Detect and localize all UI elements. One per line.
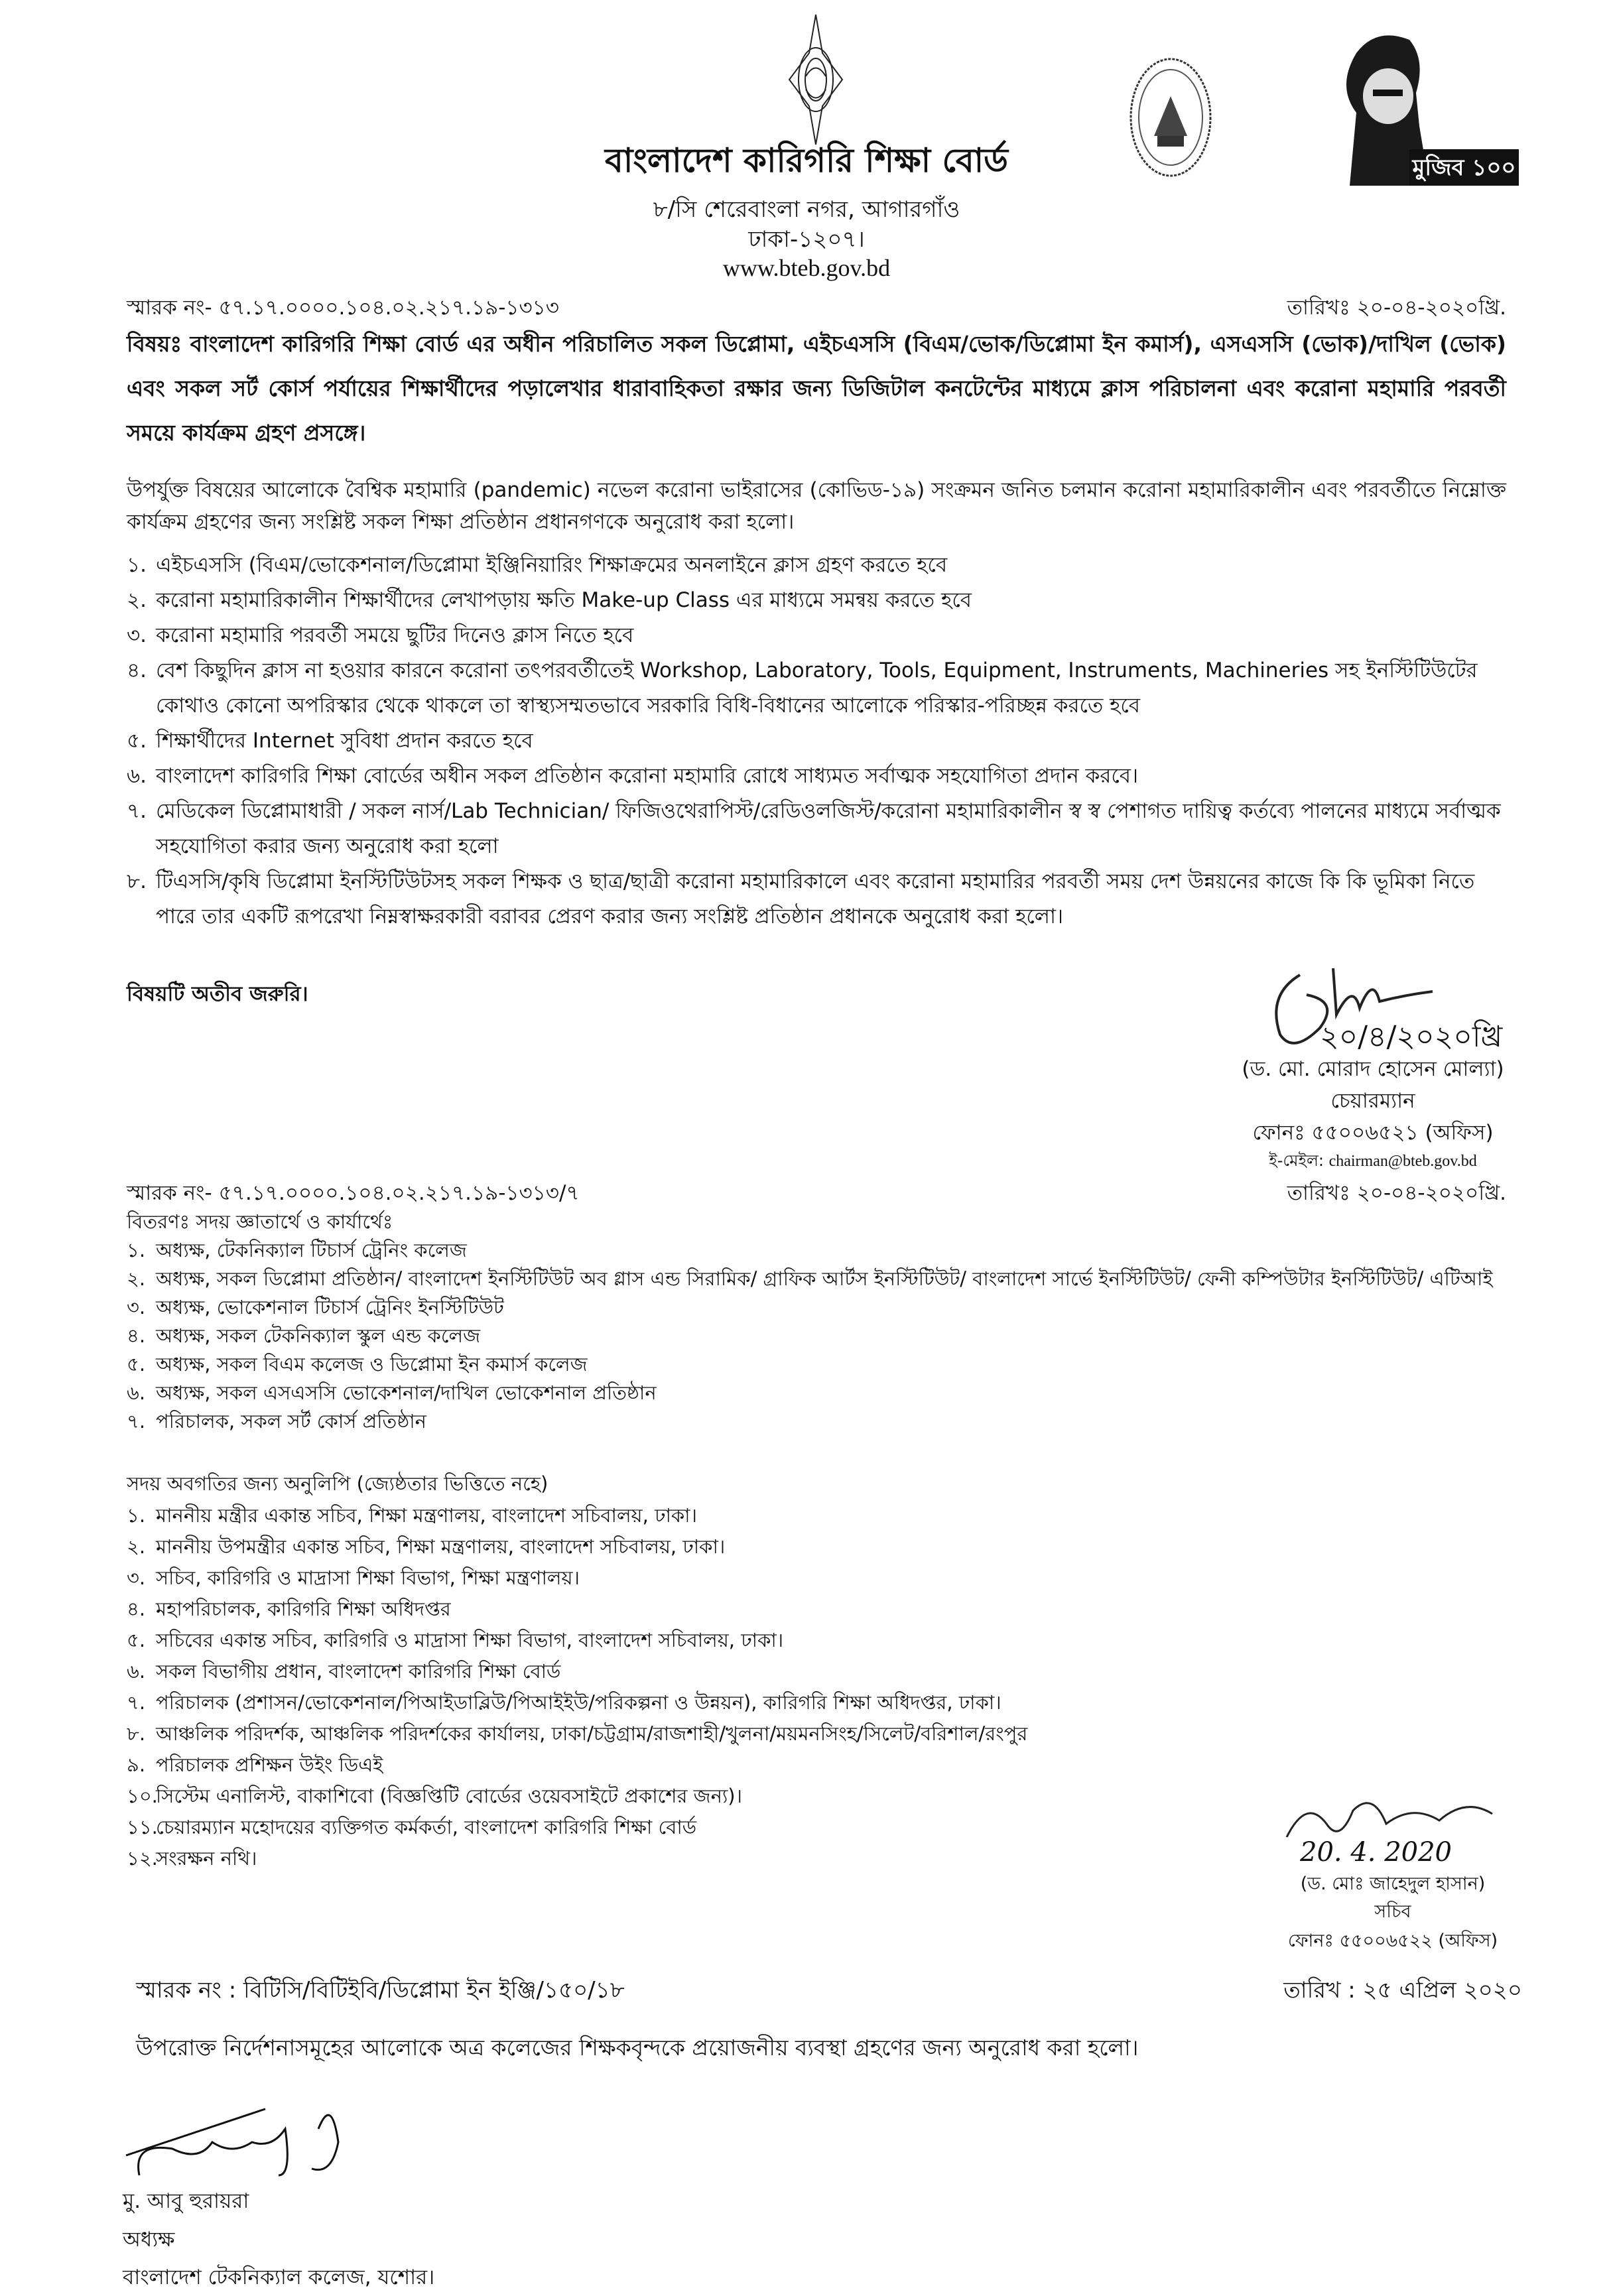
chairman-phone: ফোনঃ ৫৫০০৬৫২১ (অফিস): [1252, 1121, 1494, 1145]
item-number: ৭.: [127, 1410, 146, 1433]
list-item: [127, 1687, 1513, 1718]
org-name: বাংলাদেশ কারিগরি শিক্ষা বোর্ড: [605, 141, 1008, 180]
memo3-ref: স্মারক নং : বিটিসি/বিটিইবি/ডিপ্লোমা ইন ইঞ্জি/১৫০/১৮: [136, 1977, 625, 2004]
chairman-signature-date: ২০/৪/২০২০খ্রি: [1320, 1020, 1503, 1054]
item-text: চেয়ারম্যান মহোদয়ের ব্যক্তিগত কর্মকর্তা, বাংলাদেশ কারিগরি শিক্ষা বোর্ড: [156, 1816, 697, 1838]
item-text: এইচএসসি (বিএম/ভোকেশনাল/ডিপ্লোমা ইঞ্জিনিয়ারিং শিক্ষাক্রমের অনলাইনে ক্লাস গ্রহণ করতে হবে: [156, 553, 948, 577]
list-item: [127, 1500, 1513, 1531]
list-item: [127, 1656, 1513, 1687]
item-text: সচিব, কারিগরি ও মাদ্রাসা শিক্ষা বিভাগ, শিক্ষা মন্ত্রণালয়।: [156, 1566, 580, 1589]
list-item: [127, 1379, 1513, 1407]
chairman-email[interactable]: chairman@bteb.gov.bd: [1328, 1153, 1477, 1170]
list-item: [127, 1350, 1513, 1379]
item-number: ৯.: [127, 1754, 146, 1776]
list-item: [127, 759, 1513, 794]
item-number: ৬.: [127, 1660, 146, 1683]
memo1-intro: উপর্যুক্ত বিষয়ের আলোকে বৈশ্বিক মহামারি (pandemic) নভেল করোনা ভাইরাসের (কোভিড-১৯) সংক্রমন জনিত চলমান করোনা মহামারিকালীন এবং পরবর্তীতে নিম্নোক্ত কার্যক্রম গ্রহণের জন্য সংশ্লিষ্ট সকল শিক্ষা প্রতিষ্ঠান প্রধানগণকে অনুরোধ করা হলো।: [127, 478, 1506, 534]
list-item: [127, 864, 1513, 934]
address-line-2: ঢাকা-১২০৭।: [748, 226, 865, 253]
memo2-date: তারিখঃ ২০-০৪-২০২০খ্রি.: [1287, 1181, 1506, 1205]
chairman-title: চেয়ারম্যান: [1330, 1089, 1415, 1113]
item-text: মাননীয় উপমন্ত্রীর একান্ত সচিব, শিক্ষা মন্ত্রণালয়, বাংলাদেশ সচিবালয়, ঢাকা।: [156, 1535, 726, 1558]
item-number: ৫.: [127, 729, 147, 753]
memo3-body: উপরোক্ত নির্দেশনাসমূহের আলোকে অত্র কলেজের শিক্ষকবৃন্দকে প্রয়োজনীয় ব্যবস্থা গ্রহণের জন্য অনুরোধ করা হলো।: [136, 2035, 1139, 2061]
item-number: ২.: [127, 1535, 146, 1558]
chairman-name: (ড. মো. মোরাদ হোসেন মোল্যা): [1242, 1057, 1504, 1081]
list-item: [127, 618, 1513, 653]
list-item: [127, 1750, 1513, 1781]
item-text: করোনা মহামারিকালীন শিক্ষার্থীদের লেখাপড়ায় ক্ষতি Make-up Class এর মাধ্যমে সমন্বয় করতে হবে: [156, 588, 972, 612]
list-item: [127, 1236, 1513, 1265]
item-number: ৬.: [127, 1381, 146, 1404]
list-item: [127, 1531, 1513, 1563]
address-line-1: ৮/সি শেরেবাংলা নগর, আগারগাঁও: [653, 196, 960, 223]
secretary-phone: ফোনঃ ৫৫০০৬৫২২ (অফিস): [1287, 1931, 1498, 1951]
item-number: ৫.: [127, 1629, 146, 1651]
item-number: ১২.: [127, 1847, 158, 1870]
list-item: [127, 1322, 1513, 1350]
secretary-title: সচিব: [1374, 1901, 1411, 1922]
item-text: বেশ কিছুদিন ক্লাস না হওয়ার কারনে করোনা তৎপরবর্তীতেই Workshop, Laboratory, Tools, Equipment, Instruments, Machineries সহ ইনস্টিটিউটের কোথাও কোনো অপরিস্কার থেকে থাকলে তা স্বাস্থ্যসম্মতভাবে সরকারি বিধি-বিধানের আলোকে পরিস্কার-পরিচ্ছন্ন করতে হবে: [156, 659, 1478, 718]
list-item: [127, 1293, 1513, 1322]
chairman-email-row: [1214, 1149, 1532, 1173]
urgent-note: বিষয়টি অতীব জরুরি।: [127, 982, 308, 1006]
item-text: পরিচালক, সকল সর্ট কোর্স প্রতিষ্ঠান: [156, 1410, 426, 1433]
principal-name: মু. আবু হুরায়রা: [123, 2189, 249, 2213]
list-item: [127, 1265, 1513, 1293]
item-number: ৪.: [127, 1324, 146, 1347]
item-text: অধ্যক্ষ, সকল বিএম কলেজ ও ডিপ্লোমা ইন কমার্স কলেজ: [156, 1353, 588, 1375]
distribution-heading: বিতরণঃ সদয় জ্ঞাতার্থে ও কার্যার্থেঃ: [127, 1210, 393, 1233]
principal-title: অধ্যক্ষ: [123, 2228, 175, 2252]
item-number: ৭.: [127, 799, 147, 823]
mujib-100-logo-text: মুজিব ১০০: [1412, 155, 1516, 181]
item-number: ৩.: [127, 1566, 146, 1589]
secretary-name: (ড. মোঃ জাহেদুল হাসান): [1300, 1874, 1486, 1894]
memo1-ref: স্মারক নং- ৫৭.১৭.০০০০.১০৪.০২.২১৭.১৯-১৩১৩: [127, 296, 559, 320]
memo3-ref-row: [136, 1973, 1522, 2011]
list-item: [127, 724, 1513, 759]
item-number: ১০.: [127, 1785, 158, 1807]
item-number: ৮.: [127, 869, 147, 893]
list-item: [127, 1718, 1513, 1750]
item-number: ১১.: [127, 1816, 158, 1838]
item-number: ২.: [127, 1267, 146, 1290]
item-number: ১.: [127, 1239, 146, 1261]
item-text: সিস্টেম এনালিস্ট, বাকাশিবো (বিজ্ঞপ্তিটি বোর্ডের ওয়েবসাইটে প্রকাশের জন্য)।: [156, 1785, 742, 1807]
list-item: [127, 794, 1513, 864]
item-text: সকল বিভাগীয় প্রধান, বাংলাদেশ কারিগরি শিক্ষা বোর্ড: [156, 1660, 561, 1683]
item-number: ৫.: [127, 1353, 146, 1375]
list-item: [127, 1625, 1513, 1656]
item-text: বাংলাদেশ কারিগরি শিক্ষা বোর্ডের অধীন সকল প্রতিষ্ঠান করোনা মহামারি রোধে সাধ্যমত সর্বাত্মক সহযোগিতা প্রদান করবে।: [156, 764, 1139, 788]
item-text: অধ্যক্ষ, ভোকেশনাল টিচার্স ট্রেনিং ইনস্টিটিউট: [156, 1296, 504, 1318]
item-text: সচিবের একান্ত সচিব, কারিগরি ও মাদ্রাসা শিক্ষা বিভাগ, বাংলাদেশ সচিবালয়, ঢাকা।: [156, 1629, 784, 1651]
copy-heading: সদয় অবগতির জন্য অনুলিপি (জ্যেষ্ঠতার ভিত্তিতে নহে): [127, 1472, 548, 1495]
memo2-ref: স্মারক নং- ৫৭.১৭.০০০০.১০৪.০২.২১৭.১৯-১৩১৩/৭: [127, 1181, 580, 1205]
item-text: করোনা মহামারি পরবর্তী সময়ে ছুটির দিনেও ক্লাস নিতে হবে: [156, 623, 634, 647]
item-text: পরিচালক (প্রশাসন/ভোকেশনাল/পিআইডাব্লিউ/পিআইইউ/পরিকল্পনা ও উন্নয়ন), কারিগরি শিক্ষা অধিদপ্তর, ঢাকা।: [156, 1691, 1001, 1714]
item-text: অধ্যক্ষ, সকল টেকনিক্যাল স্কুল এন্ড কলেজ: [156, 1324, 481, 1347]
item-text: অধ্যক্ষ, টেকনিক্যাল টিচার্স ট্রেনিং কলেজ: [156, 1239, 467, 1261]
list-item: [127, 1594, 1513, 1625]
principal-org: বাংলাদেশ টেকনিক্যাল কলেজ, যশোর।: [123, 2265, 435, 2289]
memo1-subject: বিষয়ঃ বাংলাদেশ কারিগরি শিক্ষা বোর্ড এর অধীন পরিচালিত সকল ডিপ্লোমা, এইচএসসি (বিএম/ভোক/ডিপ্লোমা ইন কমার্স), এসএসসি (ভোক)/দাখিল (ভোক) এবং সকল সর্ট কোর্স পর্যায়ের শিক্ষার্থীদের পড়ালেখার ধারাবাহিকতা রক্ষার জন্য ডিজিটাল কনটেন্টের মাধ্যমে ক্লাস পরিচালনা এবং করোনা মহামারি পরবর্তী সময়ে কার্যক্রম গ্রহণ প্রসঙ্গে।: [127, 331, 1506, 446]
distribution-list: [127, 1236, 1513, 1436]
item-text: পরিচালক প্রশিক্ষন উইং ডিএই: [156, 1754, 383, 1776]
memo3-date: তারিখ : ২৫ এপ্রিল ২০২০: [1283, 1977, 1522, 2004]
list-item: [127, 583, 1513, 618]
item-number: ২.: [127, 588, 147, 612]
memo1-date: তারিখঃ ২০-০৪-২০২০খ্রি.: [1287, 296, 1506, 320]
item-text: সংরক্ষন নথি।: [156, 1847, 257, 1870]
item-number: ৪.: [127, 1598, 146, 1620]
item-text: মহাপরিচালক, কারিগরি শিক্ষা অধিদপ্তর: [156, 1598, 451, 1620]
item-number: ৩.: [127, 1296, 146, 1318]
item-text: আঞ্চলিক পরিদর্শক, আঞ্চলিক পরিদর্শকের কার্যালয়, ঢাকা/চট্টগ্রাম/রাজশাহী/খুলনা/ময়মনসিংহ/সিলেট/বরিশাল/রংপুর: [156, 1722, 1028, 1745]
item-number: ৭.: [127, 1691, 146, 1714]
list-item: [127, 548, 1513, 583]
item-number: ৬.: [127, 764, 147, 788]
memo1-directive-list: [127, 548, 1513, 934]
list-item: [127, 1407, 1513, 1436]
email-label: ই-মেইল:: [1269, 1151, 1324, 1170]
item-text: মেডিকেল ডিপ্লোমাধারী / সকল নার্স/Lab Technician/ ফিজিওথেরাপিস্ট/রেডিওলজিস্ট/করোনা মহামারিকালীন স্ব স্ব পেশাগত দায়িত্ব কর্তব্যে পালনের মাধ্যমে সর্বাত্মক সহযোগিতা করার জন্য অনুরোধ করা হলো: [156, 799, 1501, 858]
principal-signature: [119, 2102, 411, 2182]
government-emblem-icon: [786, 13, 846, 146]
chairman-block: [1214, 1053, 1532, 1173]
item-text: অধ্যক্ষ, সকল এসএসসি ভোকেশনাল/দাখিল ভোকেশনাল প্রতিষ্ঠান: [156, 1381, 657, 1404]
secretary-block: [1260, 1870, 1525, 1956]
item-number: ১.: [127, 553, 147, 577]
item-number: ৪.: [127, 659, 147, 682]
item-text: শিক্ষার্থীদের Internet সুবিধা প্রদান করতে হবে: [156, 729, 533, 753]
list-item: [127, 653, 1513, 724]
item-number: ৩.: [127, 623, 147, 647]
item-number: ১.: [127, 1504, 146, 1527]
website-link[interactable]: www.bteb.gov.bd: [722, 255, 891, 281]
item-text: মাননীয় মন্ত্রীর একান্ত সচিব, শিক্ষা মন্ত্রণালয়, বাংলাদেশ সচিবালয়, ঢাকা।: [156, 1504, 697, 1527]
secretary-signature-date: 20. 4. 2020: [1300, 1837, 1452, 1868]
list-item: [127, 1563, 1513, 1594]
item-number: ৮.: [127, 1722, 146, 1745]
item-text: অধ্যক্ষ, সকল ডিপ্লোমা প্রতিষ্ঠান/ বাংলাদেশ ইনস্টিটিউট অব গ্লাস এন্ড সিরামিক/ গ্রাফিক আর্টস ইনস্টিটিউট/ বাংলাদেশ সার্ভে ইনস্টিটিউট/ ফেনী কম্পিউটার ইনস্টিটিউট/ এটিআই: [156, 1267, 1493, 1290]
item-text: টিএসসি/কৃষি ডিপ্লোমা ইনস্টিটিউটসহ সকল শিক্ষক ও ছাত্র/ছাত্রী করোনা মহামারিকালে এবং করোনা মহামারির পরবর্তী সময় দেশ উন্নয়নের কাজে কি কি ভূমিকা নিতে পারে তার একটি রূপরেখা নিম্নস্বাক্ষরকারী বরাবর প্রেরণ করার জন্য সংশ্লিষ্ট প্রতিষ্ঠান প্রধানকে অনুরোধ করা হলো।: [156, 869, 1475, 928]
